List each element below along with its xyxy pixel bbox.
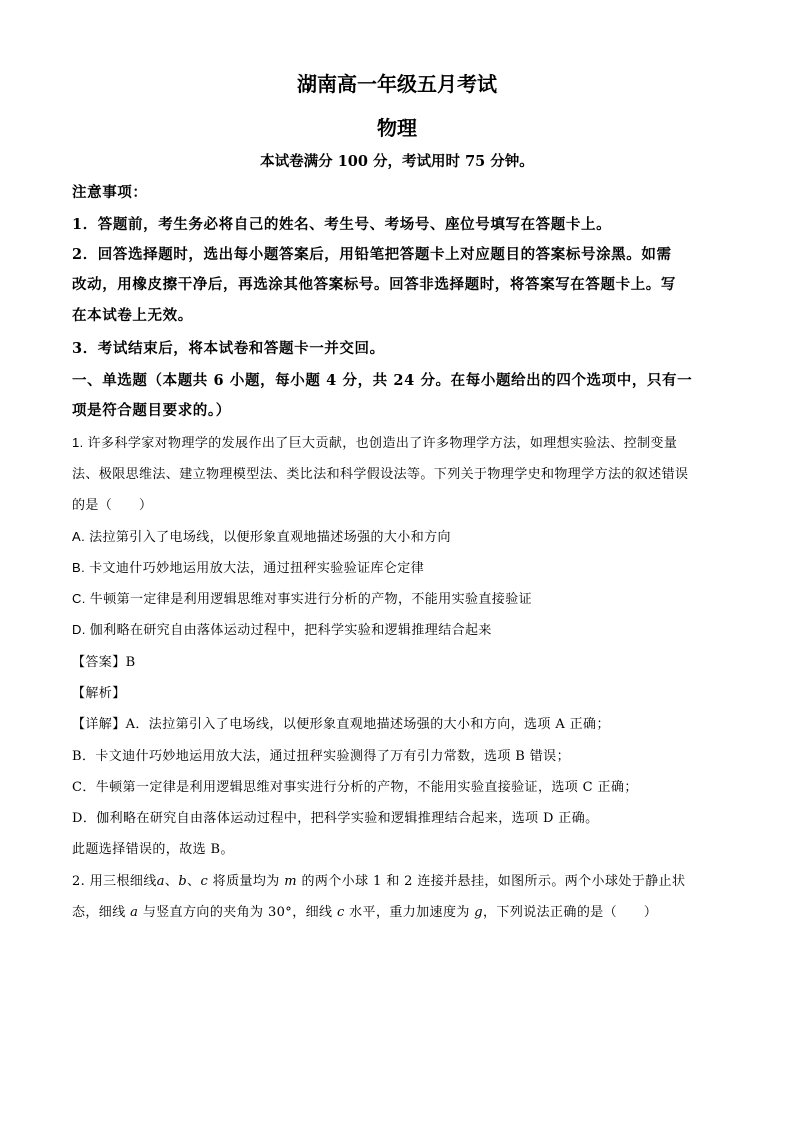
exam-subtitle: 本试卷满分 100 分，考试用时 75 分钟。	[260, 153, 534, 170]
detail-d: D．伽利略在研究自由落体运动过程中，把科学实验和逻辑推理结合起来，选项 D 正确。	[72, 811, 599, 826]
var-a-2: a	[130, 905, 139, 920]
q2-sep-2: 、	[187, 874, 201, 889]
answer-value: B	[125, 655, 136, 670]
q1-option-d: D. 伽利略在研究自由落体运动过程中，把科学实验和逻辑推理结合起来	[72, 622, 492, 637]
q1-option-c: C. 牛顿第一定律是利用逻辑思维对事实进行分析的产物，不能用实验直接验证	[72, 591, 533, 606]
q1-conclusion: 此题选择错误的，故选 B。	[72, 842, 234, 857]
var-g: g	[474, 905, 484, 920]
detail-a: A．法拉第引入了电场线，以便形象直观地描述场强的大小和方向，选项 A 正确；	[125, 717, 610, 732]
section-1-heading-cont: 项是符合题目要求的。）	[72, 402, 231, 419]
q2-text-4: 态，细线	[72, 905, 131, 920]
q2-sep-1: 、	[164, 874, 179, 889]
q1-stem-line-3: 的是（ ）	[72, 497, 153, 512]
q2-text-7: ，下列说法正确的是（ ）	[483, 905, 658, 920]
detail-c: C．牛顿第一定律是利用逻辑思维对事实进行分析的产物，不能用实验直接验证，选项 C 正确；	[72, 780, 638, 795]
var-c: c	[200, 874, 209, 889]
q2-stem-line-2	[72, 901, 722, 920]
q2-text-1: 2. 用三根细线	[72, 874, 157, 889]
section-1-heading: 一、单选题（本题共 6 小题，每小题 4 分，共 24 分。在每小题给出的四个选项中，只有一	[72, 372, 693, 389]
q2-text-5: 与竖直方向的夹角为 30°，细线	[138, 905, 337, 920]
exam-title: 湖南高一年级五月考试	[297, 72, 497, 96]
note-2-line-1: 2．回答选择题时，选出每小题答案后，用铅笔把答题卡上对应题目的答案标号涂黑。如需	[72, 246, 672, 263]
subject-title: 物理	[377, 116, 417, 140]
detail-b: B．卡文迪什巧妙地运用放大法，通过扭秤实验测得了万有引力常数，选项 B 错误；	[72, 749, 570, 764]
note-2-line-3: 在本试卷上无效。	[72, 307, 193, 324]
note-2-line-2: 改动，用橡皮擦干净后，再选涂其他答案标号。回答非选择题时，将答案写在答题卡上。写	[72, 276, 676, 293]
q2-stem-line-1	[72, 870, 722, 889]
q1-option-a: A. 法拉第引入了电场线，以便形象直观地描述场强的大小和方向	[72, 529, 451, 544]
q1-stem-line-1: 1. 许多科学家对物理学的发展作出了巨大贡献，也创造出了许多物理学方法，如理想实验法、控制变量	[72, 435, 678, 450]
var-b: b	[178, 874, 188, 889]
q1-answer-line	[72, 651, 722, 670]
notes-heading: 注意事项：	[72, 184, 148, 201]
analysis-tag: 【解析】	[72, 686, 126, 701]
note-1: 1．答题前，考生务必将自己的姓名、考生号、考场号、座位号填写在答题卡上。	[72, 216, 612, 233]
q2-text-3: 的两个小球 1 和 2 连接并悬挂，如图所示。两个小球处于静止状	[296, 874, 686, 889]
detail-line-a	[72, 713, 722, 732]
detail-tag: 【详解】	[72, 717, 126, 732]
note-3: 3．考试结束后，将本试卷和答题卡一并交回。	[72, 340, 385, 357]
var-a: a	[156, 874, 165, 889]
q1-option-b: B. 卡文迪什巧妙地运用放大法，通过扭秤实验验证库仑定律	[72, 560, 425, 575]
q2-text-2: 将质量均为	[208, 874, 285, 889]
var-m: m	[284, 874, 297, 889]
q2-text-6: 水平，重力加速度为	[344, 905, 475, 920]
var-c-2: c	[336, 905, 345, 920]
answer-tag: 【答案】	[72, 655, 126, 670]
q1-stem-line-2: 法、极限思维法、建立物理模型法、类比法和科学假设法等。下列关于物理学史和物理学方法的叙述错误	[72, 466, 689, 481]
